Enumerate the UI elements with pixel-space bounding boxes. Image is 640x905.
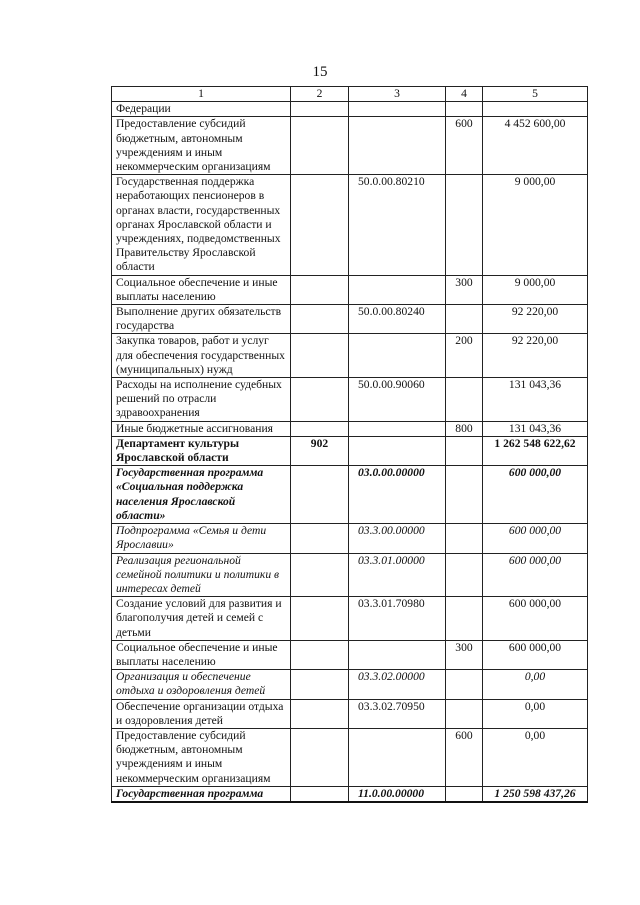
- row-expense-type: 600: [446, 728, 483, 786]
- row-expense-type: [446, 553, 483, 597]
- page-number: 15: [312, 64, 328, 80]
- row-department-code: [291, 640, 349, 669]
- row-amount: 9 000,00: [483, 175, 588, 275]
- row-target-article: 03.0.00.00000: [349, 466, 446, 524]
- row-target-article: 50.0.00.80240: [349, 305, 446, 334]
- row-name: Подпрограмма «Семья и дети Ярославии»: [112, 524, 291, 553]
- row-department-code: [291, 524, 349, 553]
- row-name: Предоставление субсидий бюджетным, автономным учреждениям и иным некоммерческим организациям: [112, 117, 291, 175]
- row-department-code: [291, 117, 349, 175]
- row-name: Закупка товаров, работ и услуг для обеспечения государственных (муниципальных) нужд: [112, 334, 291, 378]
- row-amount: 92 220,00: [483, 305, 588, 334]
- row-department-code: [291, 305, 349, 334]
- row-target-article: [349, 334, 446, 378]
- row-amount: 0,00: [483, 670, 588, 699]
- table-row: [112, 597, 588, 641]
- row-amount: 600 000,00: [483, 597, 588, 641]
- header-col-2: 2: [291, 87, 349, 102]
- table-row: [112, 699, 588, 728]
- row-department-code: [291, 275, 349, 304]
- table-row: [112, 175, 588, 275]
- row-expense-type: [446, 597, 483, 641]
- header-col-3: 3: [349, 87, 446, 102]
- row-amount: 600 000,00: [483, 524, 588, 553]
- row-amount: 0,00: [483, 728, 588, 786]
- header-col-1: 1: [112, 87, 291, 102]
- row-target-article: [349, 275, 446, 304]
- row-amount: 92 220,00: [483, 334, 588, 378]
- row-name: Обеспечение организации отдыха и оздоровления детей: [112, 699, 291, 728]
- table-row: [112, 640, 588, 669]
- header-col-4: 4: [446, 87, 483, 102]
- header-col-5: 5: [483, 87, 588, 102]
- row-name: Социальное обеспечение и иные выплаты населению: [112, 275, 291, 304]
- row-name: Государственная программа «Социальная поддержка населения Ярославской области»: [112, 466, 291, 524]
- row-expense-type: 300: [446, 640, 483, 669]
- row-name: Иные бюджетные ассигнования: [112, 421, 291, 436]
- row-expense-type: [446, 786, 483, 802]
- table-row: [112, 466, 588, 524]
- row-amount: 131 043,36: [483, 421, 588, 436]
- row-department-code: [291, 670, 349, 699]
- row-expense-type: 600: [446, 117, 483, 175]
- row-amount: 1 262 548 622,62: [483, 436, 588, 465]
- row-target-article: [349, 421, 446, 436]
- table-row: [112, 378, 588, 422]
- row-target-article: 50.0.00.90060: [349, 378, 446, 422]
- row-target-article: 11.0.00.00000: [349, 786, 446, 802]
- row-target-article: 03.3.02.00000: [349, 670, 446, 699]
- row-expense-type: [446, 102, 483, 117]
- row-amount: 600 000,00: [483, 466, 588, 524]
- row-target-article: [349, 117, 446, 175]
- row-target-article: 03.3.01.00000: [349, 553, 446, 597]
- table-row: [112, 102, 588, 117]
- table-row: [112, 421, 588, 436]
- row-amount: 1 250 598 437,26: [483, 786, 588, 802]
- table-row: [112, 524, 588, 553]
- row-target-article: 03.3.02.70950: [349, 699, 446, 728]
- row-department-code: [291, 102, 349, 117]
- row-expense-type: [446, 670, 483, 699]
- row-expense-type: [446, 699, 483, 728]
- table-row: [112, 436, 588, 465]
- row-name: Государственная программа: [112, 786, 291, 802]
- table-row: [112, 334, 588, 378]
- row-target-article: 03.3.01.70980: [349, 597, 446, 641]
- row-target-article: 50.0.00.80210: [349, 175, 446, 275]
- row-name: Реализация региональной семейной политики и политики в интересах детей: [112, 553, 291, 597]
- row-expense-type: [446, 175, 483, 275]
- row-department-code: [291, 786, 349, 802]
- row-department-code: [291, 421, 349, 436]
- row-expense-type: [446, 436, 483, 465]
- row-department-code: [291, 597, 349, 641]
- row-expense-type: 800: [446, 421, 483, 436]
- row-name: Выполнение других обязательств государства: [112, 305, 291, 334]
- row-department-code: 902: [291, 436, 349, 465]
- row-amount: 0,00: [483, 699, 588, 728]
- row-amount: 9 000,00: [483, 275, 588, 304]
- row-name: Организация и обеспечение отдыха и оздоровления детей: [112, 670, 291, 699]
- row-name: Предоставление субсидий бюджетным, автономным учреждениям и иным некоммерческим организациям: [112, 728, 291, 786]
- table-row: [112, 553, 588, 597]
- row-department-code: [291, 553, 349, 597]
- row-amount: 600 000,00: [483, 553, 588, 597]
- row-target-article: [349, 728, 446, 786]
- row-expense-type: 300: [446, 275, 483, 304]
- table-row: [112, 786, 588, 802]
- table-row: [112, 275, 588, 304]
- row-department-code: [291, 728, 349, 786]
- row-department-code: [291, 175, 349, 275]
- row-amount: 131 043,36: [483, 378, 588, 422]
- row-name: Государственная поддержка неработающих пенсионеров в органах власти, государственных органах Ярославской области и учреждениях, подведомственных Правительству Ярославской области: [112, 175, 291, 275]
- row-name: Федерации: [112, 102, 291, 117]
- row-amount: [483, 102, 588, 117]
- row-amount: 600 000,00: [483, 640, 588, 669]
- row-expense-type: [446, 305, 483, 334]
- table-row: [112, 670, 588, 699]
- row-amount: 4 452 600,00: [483, 117, 588, 175]
- budget-table-body: [112, 87, 588, 802]
- row-target-article: [349, 102, 446, 117]
- row-expense-type: 200: [446, 334, 483, 378]
- row-department-code: [291, 466, 349, 524]
- row-department-code: [291, 378, 349, 422]
- row-department-code: [291, 699, 349, 728]
- table-row: [112, 305, 588, 334]
- row-expense-type: [446, 378, 483, 422]
- row-name: Создание условий для развития и благополучия детей и семей с детьми: [112, 597, 291, 641]
- row-target-article: [349, 436, 446, 465]
- row-name: Социальное обеспечение и иные выплаты населению: [112, 640, 291, 669]
- row-name: Департамент культуры Ярославской области: [112, 436, 291, 465]
- row-expense-type: [446, 524, 483, 553]
- table-row: [112, 728, 588, 786]
- row-name: Расходы на исполнение судебных решений по отрасли здравоохранения: [112, 378, 291, 422]
- table-header-row: [112, 87, 588, 102]
- row-expense-type: [446, 466, 483, 524]
- row-target-article: [349, 640, 446, 669]
- budget-table: [111, 86, 588, 803]
- row-target-article: 03.3.00.00000: [349, 524, 446, 553]
- table-row: [112, 117, 588, 175]
- row-department-code: [291, 334, 349, 378]
